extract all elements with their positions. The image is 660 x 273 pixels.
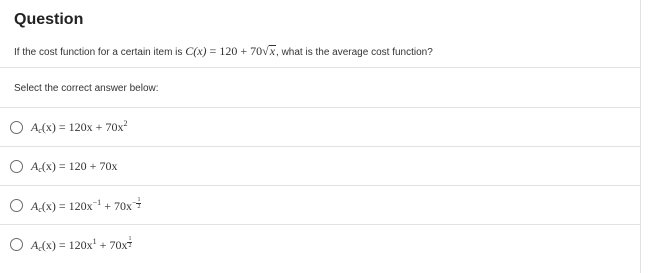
radio-button[interactable] (10, 199, 23, 212)
cost-function-lhs: C(x) (185, 44, 207, 58)
answer-prompt: Select the correct answer below: (0, 68, 640, 108)
question-text-prefix: If the cost function for a certain item is (14, 47, 183, 58)
sqrt-arg: x (269, 44, 276, 58)
radio-button[interactable] (10, 160, 23, 173)
answer-option-label: $A_c(x) = 120x^1 + 70x$ $^{\frac{1}{2}}$ (31, 236, 132, 253)
answer-option-label: $A_c(x) = 120x^{-1} + 70x^{- \frac{1}{2}}$ (31, 196, 141, 214)
question-header (0, 0, 640, 68)
question-text-suffix: , what is the average cost function? (276, 47, 433, 58)
cost-function-const: 120 + 70 (219, 44, 263, 58)
answer-option-2[interactable] (0, 147, 640, 186)
radio-button[interactable] (10, 238, 23, 251)
answer-option-3[interactable] (0, 186, 640, 225)
answer-option-4[interactable] (0, 225, 640, 264)
answer-option-1[interactable] (0, 108, 640, 147)
question-text (14, 44, 640, 60)
radio-button[interactable] (10, 121, 23, 134)
equals-sign: = (209, 44, 217, 58)
answer-option-label: $A_c(x) = 120 + 70x$ (31, 158, 118, 174)
question-title: Question (14, 11, 84, 28)
answer-option-label: $A_c(x) = 120x + 70x^2$ (31, 119, 128, 135)
cost-function: C(x) = 120 + 70√x (185, 44, 276, 58)
answer-options (0, 108, 640, 264)
